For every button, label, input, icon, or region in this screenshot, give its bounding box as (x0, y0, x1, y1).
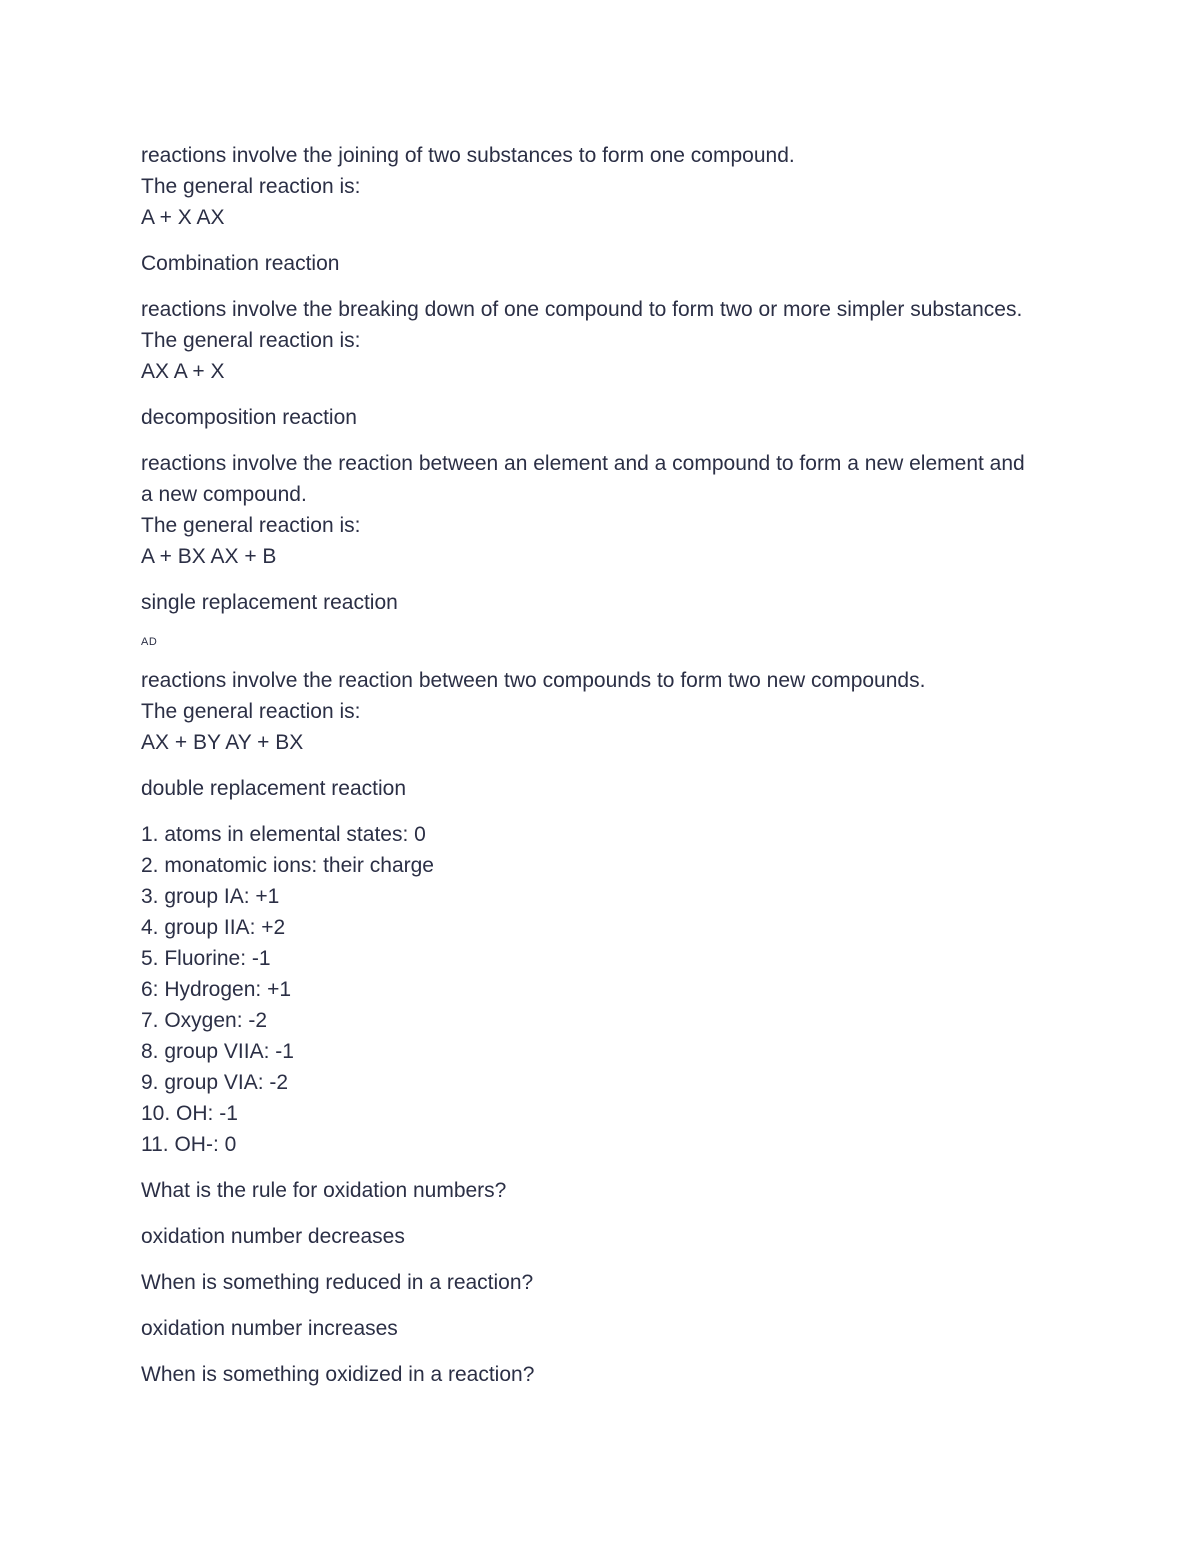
single-replacement-term (141, 587, 1081, 618)
combination-definition (141, 140, 1081, 233)
general-reaction-equation: AX A + X (141, 360, 225, 383)
list-item: 10. OH: -1 (141, 1102, 238, 1125)
general-reaction-equation: A + X AX (141, 206, 225, 229)
single-replacement-definition (141, 448, 1081, 572)
list-item: 5. Fluorine: -1 (141, 947, 271, 970)
general-reaction-label: The general reaction is: (141, 329, 361, 352)
document-page (141, 140, 1081, 1405)
definition-text-continued: a new compound. (141, 483, 307, 506)
term-text: single replacement reaction (141, 591, 398, 614)
answer-text: oxidation number decreases (141, 1225, 405, 1248)
term-text: Combination reaction (141, 252, 340, 275)
list-item: 9. group VIA: -2 (141, 1071, 289, 1094)
question-text: When is something oxidized in a reaction? (141, 1363, 535, 1386)
oxidation-rules-list (141, 819, 1081, 1160)
definition-text: reactions involve the reaction between two compounds to form two new compounds. (141, 669, 926, 692)
oxidized-answer (141, 1313, 1081, 1344)
reduced-question (141, 1267, 1081, 1298)
oxidation-rules-question (141, 1175, 1081, 1206)
term-text: double replacement reaction (141, 777, 407, 800)
general-reaction-label: The general reaction is: (141, 175, 361, 198)
definition-text: reactions involve the breaking down of one compound to form two or more simpler substances. (141, 298, 1023, 321)
general-reaction-equation: A + BX AX + B (141, 545, 277, 568)
list-item: 8. group VIIA: -1 (141, 1040, 294, 1063)
decomposition-definition (141, 294, 1081, 387)
list-item: 2. monatomic ions: their charge (141, 854, 434, 877)
general-reaction-equation: AX + BY AY + BX (141, 731, 304, 754)
list-item: 7. Oxygen: -2 (141, 1009, 268, 1032)
list-item: 11. OH-: 0 (141, 1133, 237, 1156)
question-text: What is the rule for oxidation numbers? (141, 1179, 507, 1202)
double-replacement-definition (141, 665, 1081, 758)
combination-term (141, 248, 1081, 279)
question-text: When is something reduced in a reaction? (141, 1271, 534, 1294)
answer-text: oxidation number increases (141, 1317, 398, 1340)
list-item: 1. atoms in elemental states: 0 (141, 823, 426, 846)
oxidized-question (141, 1359, 1081, 1390)
decomposition-term (141, 402, 1081, 433)
list-item: 6: Hydrogen: +1 (141, 978, 292, 1001)
list-item: 3. group IA: +1 (141, 885, 280, 908)
reduced-answer (141, 1221, 1081, 1252)
ad-label: AD (141, 636, 158, 648)
general-reaction-label: The general reaction is: (141, 700, 361, 723)
double-replacement-term (141, 773, 1081, 804)
general-reaction-label: The general reaction is: (141, 514, 361, 537)
definition-text: reactions involve the reaction between an element and a compound to form a new element and (141, 452, 1025, 475)
definition-text: reactions involve the joining of two substances to form one compound. (141, 144, 795, 167)
list-item: 4. group IIA: +2 (141, 916, 286, 939)
term-text: decomposition reaction (141, 406, 357, 429)
